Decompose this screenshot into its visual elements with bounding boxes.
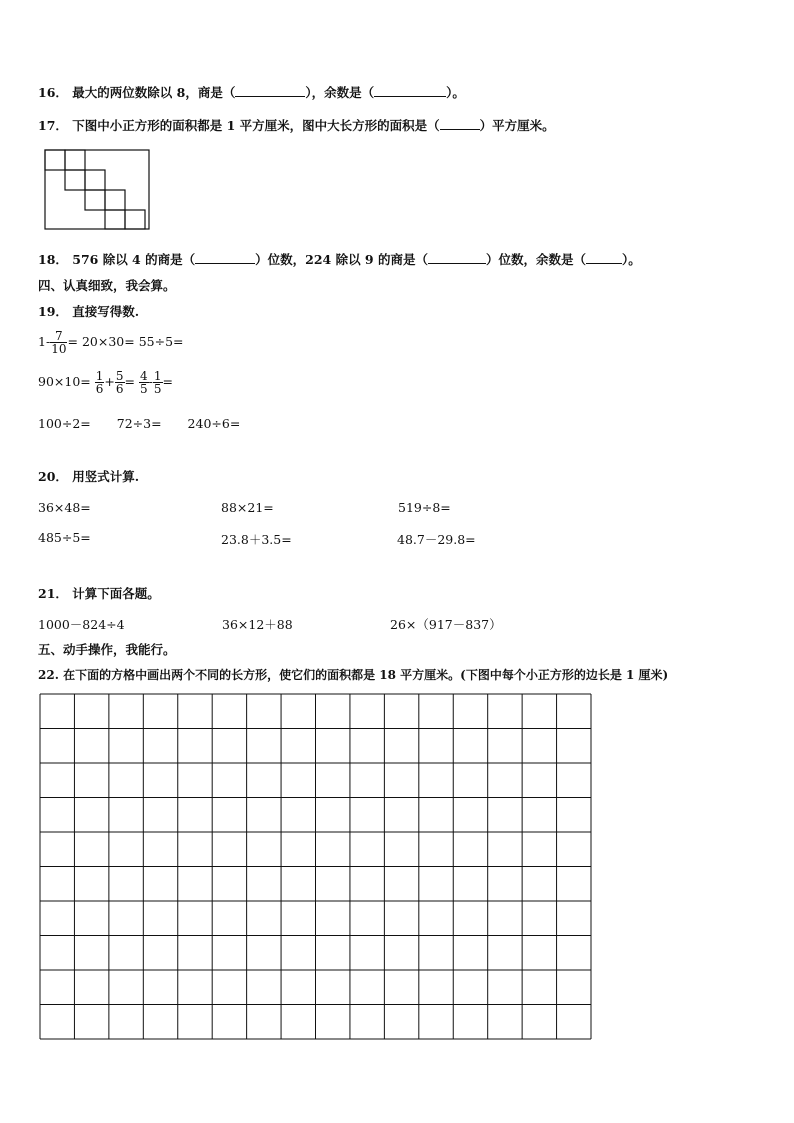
fraction-denominator: 6 [95, 382, 104, 396]
question-18 [38, 250, 641, 268]
expression-text: 100÷2= [38, 416, 91, 431]
question-text: ）。 [446, 85, 465, 100]
small-square [65, 170, 85, 190]
answer-blank[interactable] [374, 85, 446, 97]
fraction-numerator: 5 [115, 369, 124, 383]
fraction [95, 370, 105, 395]
small-square [105, 210, 125, 229]
q20-expr: 519÷8= [398, 500, 451, 515]
question-number: 21． [38, 586, 68, 601]
question-number: 20． [38, 469, 68, 484]
question-text: ）位数，余数是（ [485, 252, 586, 267]
question-22 [38, 666, 668, 683]
q19-row-2 [38, 370, 173, 395]
question-20 [38, 467, 139, 485]
question-19 [38, 302, 139, 320]
fraction [50, 330, 67, 355]
expression-text: - [148, 374, 153, 389]
small-square [105, 190, 125, 210]
question-text: ）。 [622, 252, 641, 267]
fraction-numerator: 1 [153, 369, 162, 383]
expression-text: 90×10= [38, 374, 91, 389]
q20-expr: 48.7－29.8= [397, 532, 476, 547]
q20-expr: 36×48= [38, 500, 91, 515]
square-grid[interactable] [39, 693, 592, 1040]
answer-blank[interactable] [195, 252, 255, 264]
question-16 [38, 83, 465, 101]
q21-expr: 26×（917－837） [390, 617, 502, 632]
question-text: ），余数是（ [305, 85, 375, 100]
expression-text: = [67, 334, 78, 349]
q19-row-1 [38, 330, 184, 355]
q20-expr: 23.8＋3.5= [221, 532, 292, 547]
question-title: 计算下面各题。 [72, 586, 160, 601]
fraction [115, 370, 125, 395]
question-text: 在下面的方格中画出两个不同的长方形，使它们的面积都是 18 平方厘米。(下图中每个小正方形的边长是 1 厘米) [63, 668, 669, 682]
question-number: 19． [38, 304, 68, 319]
fraction [153, 370, 163, 395]
small-square [45, 150, 65, 170]
fraction-denominator: 6 [115, 382, 124, 396]
fraction-denominator: 5 [139, 382, 148, 396]
question-number: 17． [38, 118, 68, 133]
fraction [139, 370, 149, 395]
fraction-numerator: 7 [50, 330, 67, 343]
expression-text: = [124, 374, 135, 389]
fraction-denominator: 5 [153, 382, 162, 396]
question-title: 直接写得数. [72, 304, 140, 319]
expression-text: 240÷6= [187, 416, 241, 431]
fraction-numerator: 4 [139, 369, 148, 383]
expression-text: 1- [38, 334, 51, 349]
fraction-denominator: 10 [51, 342, 67, 356]
q21-expr: 36×12＋88 [222, 617, 293, 632]
question-number: 22. [38, 668, 59, 682]
section-heading-5: 五、动手操作，我能行。 [38, 642, 176, 657]
small-square [65, 150, 85, 170]
question-text: ）平方厘米。 [479, 118, 555, 133]
small-square [85, 190, 105, 210]
q20-expr: 88×21= [221, 500, 274, 515]
rectangle-figure [44, 149, 152, 231]
question-text: 最大的两位数除以 8，商是（ [72, 85, 236, 100]
fraction-numerator: 1 [95, 369, 104, 383]
expression-text: 20×30= [81, 334, 135, 349]
question-number: 16． [38, 85, 68, 100]
q20-expr: 485÷5= [38, 530, 91, 545]
answer-blank[interactable] [586, 252, 622, 264]
expression-text: = [162, 374, 173, 389]
question-21 [38, 584, 160, 602]
question-text: 576 除以 4 的商是（ [72, 252, 196, 267]
question-text: 下图中小正方形的面积都是 1 平方厘米，图中大长方形的面积是（ [72, 118, 440, 133]
expression-text: + [104, 374, 115, 389]
expression-text: 55÷5= [138, 334, 184, 349]
section-heading-4: 四、认真细致，我会算。 [38, 278, 176, 293]
question-number: 18． [38, 252, 68, 267]
q21-expr: 1000－824÷4 [38, 617, 125, 632]
question-17 [38, 116, 555, 134]
small-square [125, 210, 145, 229]
answer-blank[interactable] [428, 252, 486, 264]
expression-text: 72÷3= [116, 416, 162, 431]
q19-row-3 [38, 416, 240, 431]
question-title: 用竖式计算. [72, 469, 140, 484]
answer-blank[interactable] [440, 118, 480, 130]
small-square [85, 170, 105, 190]
question-text: ）位数，224 除以 9 的商是（ [255, 252, 428, 267]
answer-blank[interactable] [235, 85, 305, 97]
